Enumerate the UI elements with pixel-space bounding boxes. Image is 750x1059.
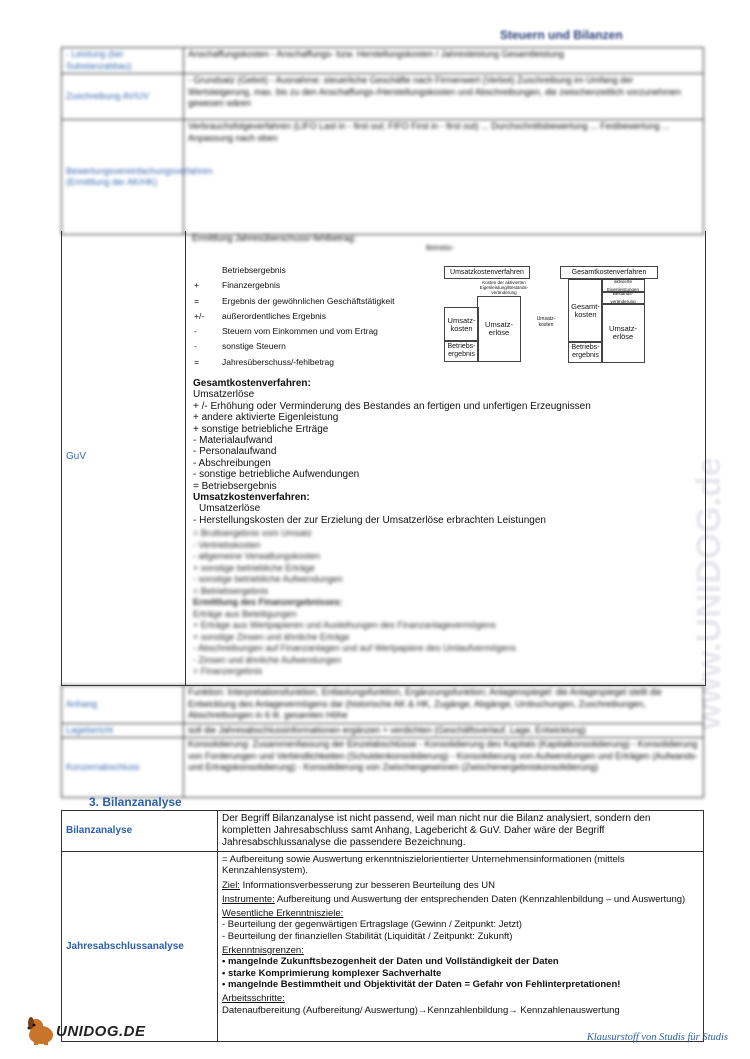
blurred-ukv-continuation	[193, 528, 683, 678]
page-header-title: Steuern und Bilanzen	[500, 28, 623, 42]
jaa-intro: = Aufbereitung sowie Auswertung erkenntniszielorientierter Unternehmensinformationen (mittels Kennzahlensystem).	[222, 854, 625, 877]
guv-body	[186, 231, 705, 685]
row-text: Konsolidierung: Zusammenfassung der Einzelabschlüsse - Konsolidierung des Kapitals (Kapitalkonsolidierung) - Konsolidierung von Forderungen und Verbindlichkeiten (Schuldenkonsolidierung) - Konsolidierung von Aufwendungen und Erträgen (Aufwands- und Ertragskonsolidierung) - Konsolidierung von Zwischengewinnen (Zwischenergebniskonsolidierung)	[184, 738, 704, 798]
gkv-line: + sonstige betriebliche Erträge	[193, 423, 329, 435]
row-text: Anschaffungskosten - Anschaffungs- bzw. Herstellungskosten / Jahresleistung Gesamtleistung	[184, 48, 704, 74]
erkenntnisziele-block: Wesentliche Erkenntnisziele: - Beurteilung der gegenwärtigen Ertragslage (Gewinn / Zeitpunkt: Jetzt) - Beurteilung der finanziellen Stabilität (Liquidität / Zeitpunkt: Zukunft)	[222, 908, 522, 942]
umsatzkosten-box: Umsatz-kosten	[444, 307, 479, 342]
row-label: - Leistung (bei Substanzabbau)	[62, 48, 184, 74]
schema-row: - sonstige Steuern	[194, 341, 286, 352]
gkv-line: - Abschreibungen	[193, 457, 271, 469]
kostenverfahren-diagram	[444, 266, 656, 371]
guv-section	[61, 231, 706, 686]
guv-label-cell	[62, 231, 186, 685]
table-row	[62, 686, 704, 724]
row-text: Verbrauchsfolgeverfahren (LIFO Last in - first out; FIFO First in - first out) ... Durchschnittsbewertung ... Festbewertung ... Anpassung nach oben	[184, 120, 704, 235]
gkv-line: = Betriebsergebnis	[193, 480, 277, 492]
ukv-title-box: Umsatzkostenverfahren	[444, 266, 530, 279]
schema-row: = Jahresüberschuss/-fehlbetrag	[194, 356, 334, 367]
schema-row: +/- außerordentliches Ergebnis	[194, 310, 326, 321]
ukv-line: - Herstellungskosten der zur Erzielung der Umsatzerlöse erbrachten Leistungen	[193, 514, 546, 526]
gkv-title-box: Gesamtkostenverfahren	[560, 266, 658, 279]
bilanzanalyse-table	[61, 810, 704, 1042]
jahresabschlussanalyse-label: Jahresabschlussanalyse	[62, 852, 218, 1042]
arbeitsschritte-block: Arbeitsschritte: Datenaufbereitung (Aufbereitung/ Auswertung)→Kennzahlenbildung→ Kennzahlenauswertung	[222, 993, 620, 1016]
tail-table	[61, 685, 704, 798]
betriebsergebnis-box-gkv: Betriebs-ergebnis	[568, 341, 603, 363]
schema-row: Betriebsergebnis	[222, 265, 286, 275]
blurred-line: + sonstige Zinsen und ähnliche Erträge	[193, 631, 350, 642]
gkv-line: - Personalaufwand	[193, 446, 277, 458]
table-row	[62, 120, 704, 235]
schema-row: - Steuern vom Einkommen und vom Ertrag	[194, 326, 378, 337]
ukv-title: Umsatzkostenverfahren:	[193, 492, 310, 504]
aktivierte-box: aktivierte Eigenleistungen	[601, 279, 645, 293]
blurred-line: Ermittlung des Finanzergebnisses:	[193, 597, 343, 607]
blurred-line: - Abschreibungen auf Finanzanlagen und auf Wertpapiere des Umlaufvermögens	[193, 643, 517, 653]
bilanzanalyse-label: Bilanzanalyse	[62, 811, 218, 852]
row-label: Anhang	[62, 686, 184, 724]
schema-row: = Ergebnis der gewöhnlichen Geschäftstätigkeit	[194, 295, 395, 306]
table-row	[62, 723, 704, 738]
umsatzkosten-small: Umsatz-kosten	[536, 316, 556, 328]
bilanzanalyse-text: Der Begriff Bilanzanalyse ist nicht passend, weil man nicht nur die Bilanz analysiert, sondern den kompletten Jahresabschluss samt Anhang, Lagebericht & GuV. Daher wäre der Begriff Jahresabschlussanalyse die passendere Bezeichnung.	[218, 811, 704, 852]
dog-icon	[24, 1015, 58, 1045]
jahresabschlussanalyse-content	[218, 852, 704, 1042]
blurred-line: Erträge aus Beteiligungen	[193, 608, 297, 619]
blurred-line: - Zinsen und ähnliche Aufwendungen	[193, 654, 342, 665]
blurred-line: + sonstige betriebliche Erträge	[193, 562, 315, 573]
blurred-line: = Bruttoergebnis vom Umsatz	[193, 528, 312, 538]
row-label: Konzernabschluss	[62, 738, 184, 798]
gkv-line: + /- Erhöhung oder Verminderung des Bestandes an fertigen und unfertigen Erzeugnissen	[193, 400, 591, 412]
diagram-caption: Betriebs-	[426, 245, 455, 252]
gkv-block	[193, 378, 693, 526]
kosten-note: Kosten der aktivierten Eigenleistung/Bestands-veränderung	[479, 280, 529, 295]
umsatzerloese-box: Umsatz-erlöse	[477, 296, 521, 362]
row-label: Lagebericht	[62, 723, 184, 738]
section-title: 3. Bilanzanalyse	[89, 795, 182, 809]
gkv-title: Gesamtkostenverfahren:	[193, 378, 311, 389]
row-text: Funktion: Interpretationsfunktion, Entlastungsfunktion, Ergänzungsfunktion; Anlagenspiegel: die Anlagespiegel stellt die Entwicklung des Anlagevermögens dar (historische AK & HK, Zugänge, Abgänge, Umbuchungen, Zuschreibungen, Abschreibungen in 6 lit. gesamten Höhe	[184, 686, 704, 724]
blurred-line: = Finanzergebnis	[193, 666, 263, 676]
gkv-line: - Materialaufwand	[193, 435, 273, 447]
blurred-line: - sonstige betriebliche Aufwendungen	[193, 574, 343, 584]
unidog-logo	[24, 1015, 149, 1045]
table-row	[62, 48, 704, 74]
row-text: - Grundsatz (Gebot) - Ausnahme: steuerliche Geschäfte nach Firmenwert (Verbot) Zuschreibung im Umfang der Wertsteigerung, max. bis zu den Anschaffungs-/Herstellungskosten und Abschreibungen, die zwischenzeitlich vorzunehmen gewesen wären	[184, 74, 704, 120]
gkv-line: + andere aktivierte Eigenleistung	[193, 412, 339, 424]
schema-row: + Finanzergebnis	[194, 280, 281, 291]
blurred-line: - Vertriebskosten	[193, 539, 261, 550]
footer-tagline: Klausurstoff von Studis für Studis	[586, 1032, 728, 1043]
logo-text: UNIDOG.DE	[56, 1023, 146, 1040]
guv-label: GuV	[66, 451, 87, 462]
blurred-line: = Betriebsergebnis	[193, 585, 269, 596]
ziel-line: Ziel: Informationsverbesserung zur besseren Beurteilung des UN	[222, 879, 496, 891]
row-label: Bewertungsvereinfachungsverfahren (Ermittlung der AK/HK)	[62, 120, 184, 235]
top-table	[61, 47, 704, 235]
table-row	[62, 738, 704, 798]
gkv-line: Umsatzerlöse	[193, 389, 255, 401]
ergebnis-schema	[194, 263, 414, 370]
blurred-line: - allgemeine Verwaltungskosten	[193, 551, 321, 561]
umsatzerloese-box-gkv: Umsatz-erlöse	[601, 303, 645, 363]
table-row	[62, 811, 704, 852]
bestand-box: Bestands-veränderung	[601, 291, 645, 305]
betriebsergebnis-box: Betriebs-ergebnis	[444, 340, 479, 362]
table-row	[62, 852, 704, 1042]
watermark: www.UNIDOG.de	[690, 457, 728, 730]
instrumente-line: Instrumente: Aufbereitung und Auswertung der entsprechenden Daten (Kennzahlenbildung – und Auswertung)	[222, 893, 686, 905]
row-text: soll die Jahresabschlussinformationen ergänzen + verdichten (Geschäftsverlauf, Lage, Entwicklung)	[184, 723, 704, 738]
row-label: Zuschreibung AV/UV	[62, 74, 184, 120]
blurred-line: + Erträge aus Wertpapieren und Ausleihungen des Finanzanlagevermögens	[193, 620, 496, 630]
erkenntnisgrenzen-block: Erkenntnisgrenzen: • mangelnde Zukunftsbezogenheit der Daten und Vollständigkeit der Daten • starke Komprimierung komplexer Sachverhalte • mangelnde Bestimmtheit und Objektivität der Daten = Gefahr von Fehlinterpretationen!	[222, 945, 621, 990]
table-row	[62, 74, 704, 120]
ukv-line: Umsatzerlöse	[199, 503, 261, 515]
gesamtkosten-box: Gesamt-kosten	[568, 279, 603, 343]
guv-header-line: Ermittlung Jahresüberschuss/-fehlbetrag:	[192, 233, 357, 243]
gkv-line: - sonstige betriebliche Aufwendungen	[193, 469, 360, 481]
